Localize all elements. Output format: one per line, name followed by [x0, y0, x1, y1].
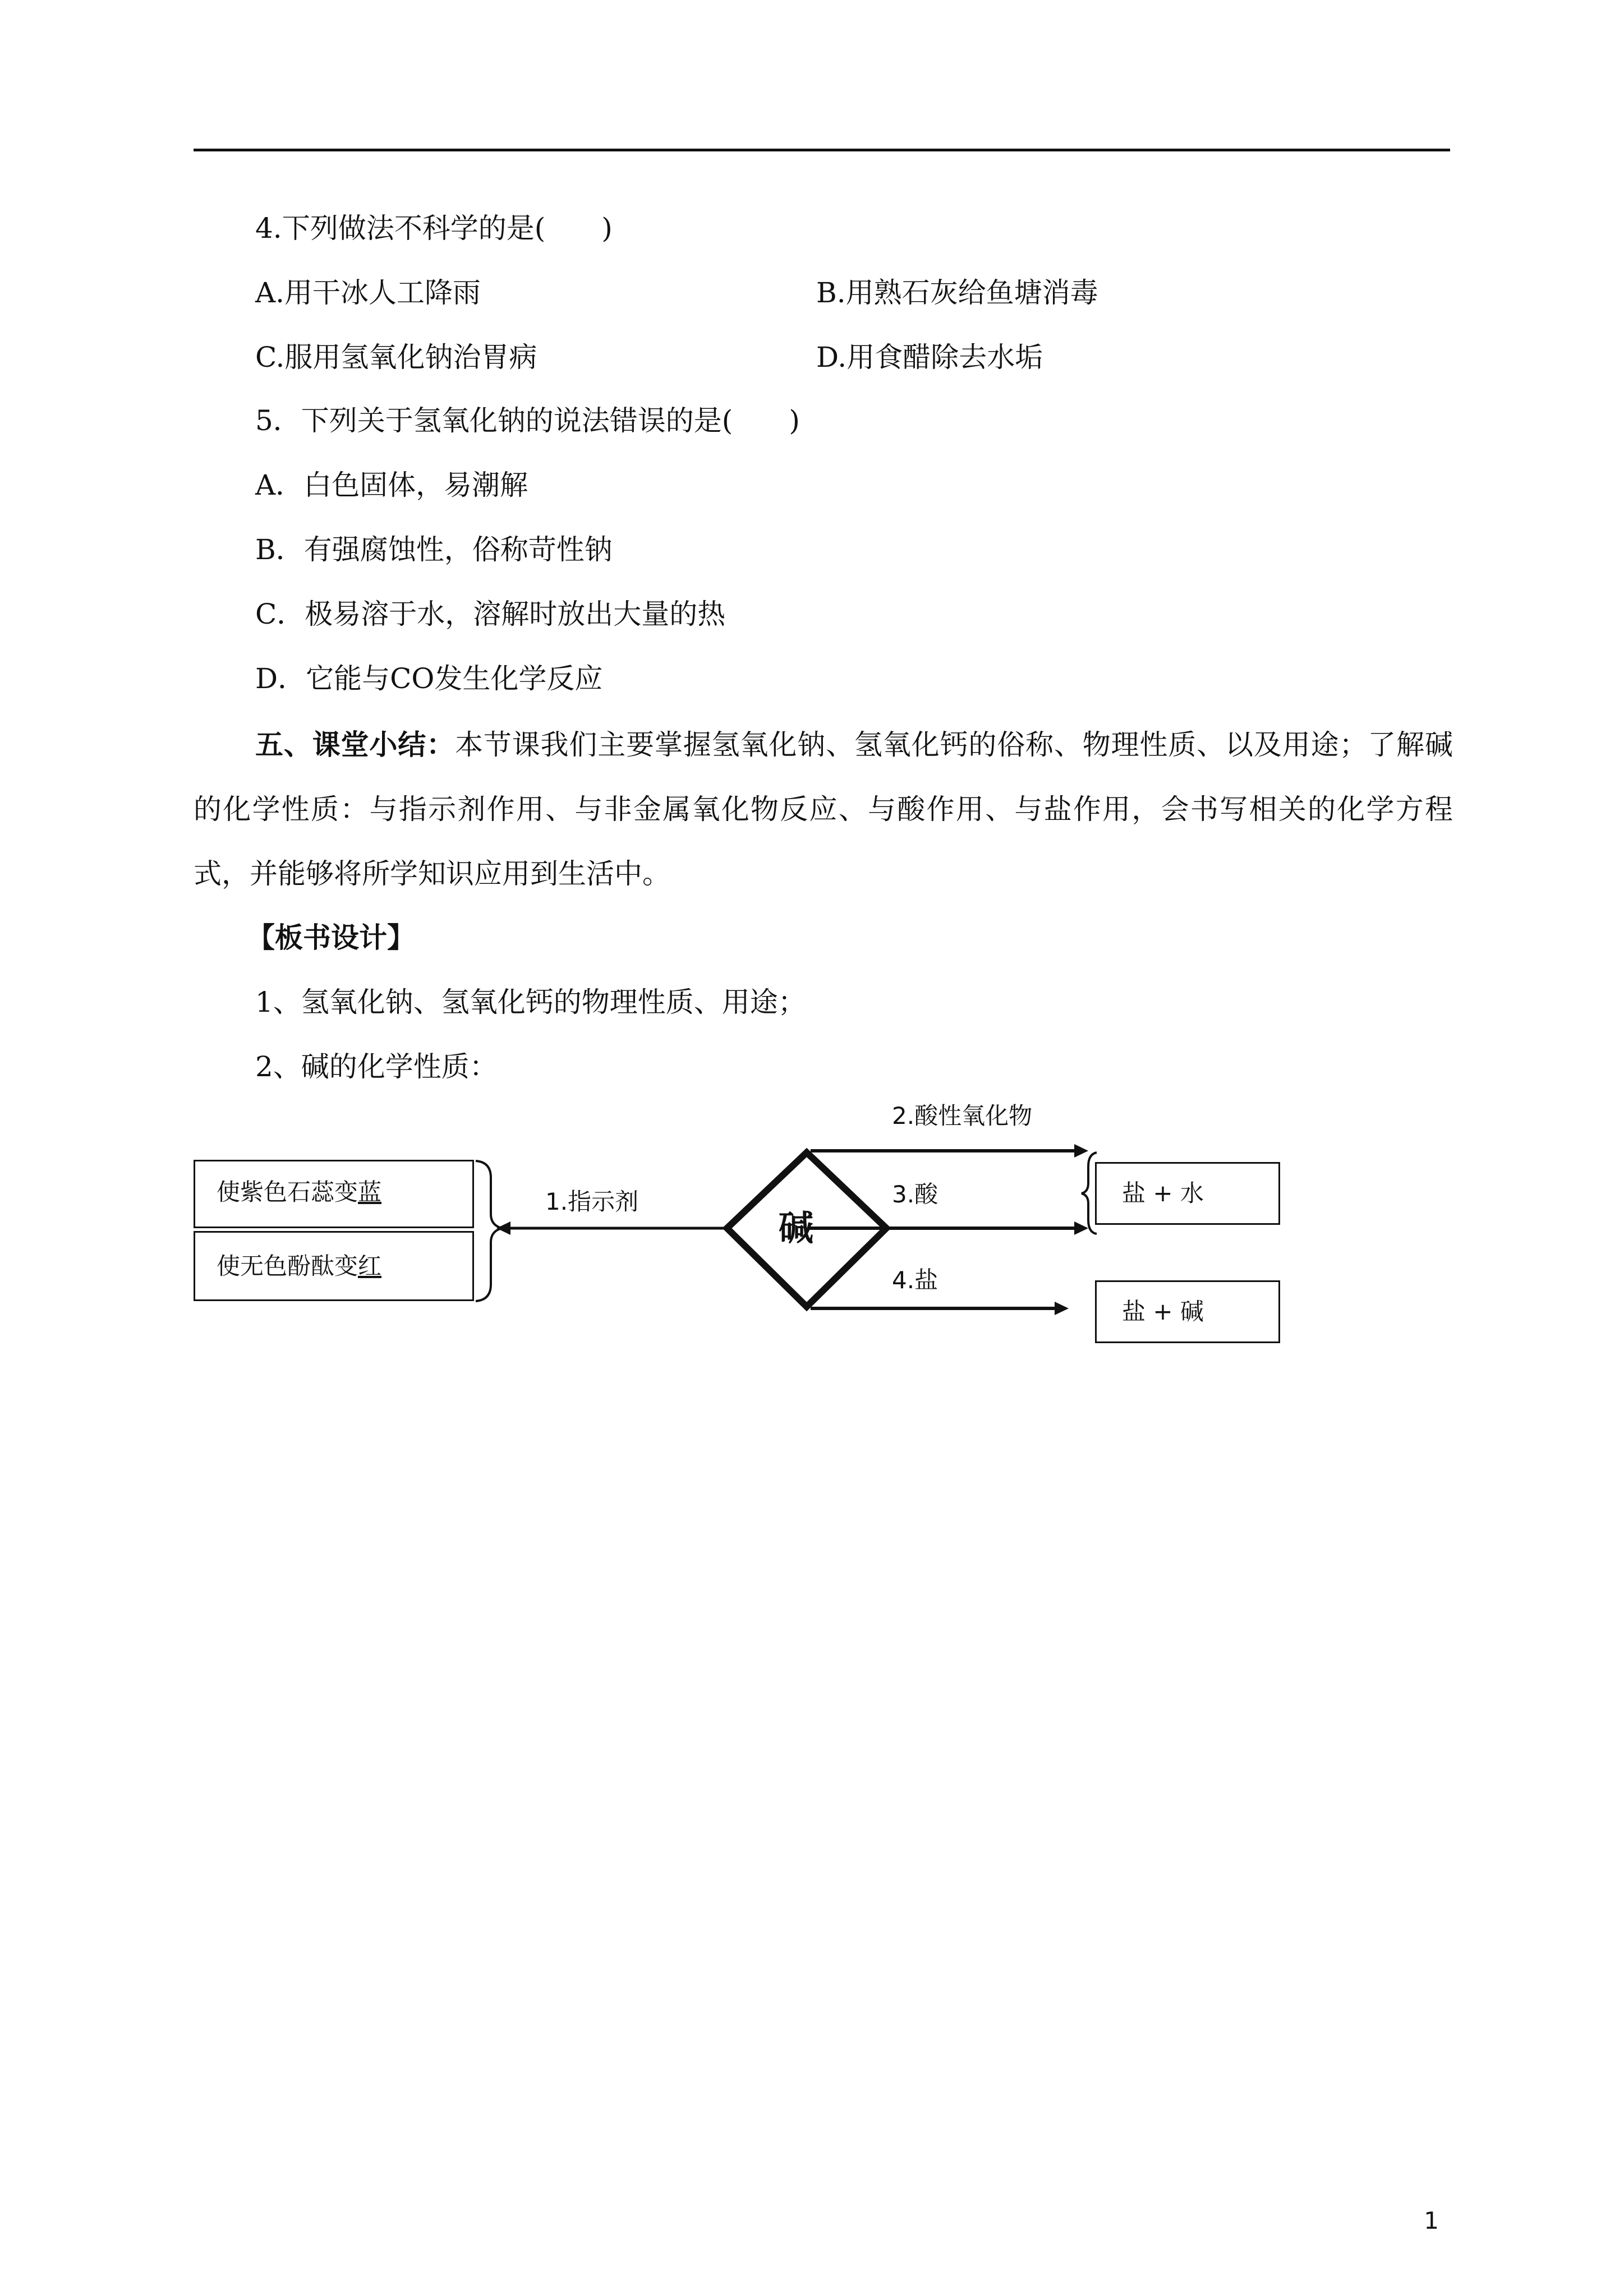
question-5-option-b: B．有强腐蚀性，俗称苛性钠	[255, 533, 613, 566]
arrow-acidic-oxide-head	[1074, 1144, 1088, 1158]
box-litmus	[194, 1160, 474, 1228]
box-phenol-color: 红	[358, 1252, 382, 1280]
label-salt: 4.盐	[892, 1266, 938, 1294]
board-item-2: 2、碱的化学性质：	[255, 1050, 498, 1083]
result-box-salt-water	[1095, 1162, 1280, 1225]
question-5-option-d: D．它能与CO发生化学反应	[255, 662, 603, 695]
box-phenolphthalein	[194, 1231, 474, 1301]
box-litmus-text	[217, 1178, 381, 1206]
question-4-option-b: B.用熟石灰给鱼塘消毒	[816, 276, 1098, 309]
label-acidic-oxide: 2.酸性氧化物	[892, 1102, 1033, 1129]
board-design-title: 【板书设计】	[247, 921, 415, 954]
result-box-salt-base	[1095, 1280, 1280, 1343]
arrow-acid-head	[1074, 1221, 1088, 1235]
label-indicator: 1.指示剂	[545, 1188, 639, 1215]
question-5-option-c: C．极易溶于水，溶解时放出大量的热	[255, 598, 726, 630]
diagram-center-label: 碱	[779, 1207, 814, 1248]
box-litmus-color: 蓝	[358, 1178, 382, 1206]
label-acid: 3.酸	[892, 1181, 938, 1208]
box-phenol-text	[217, 1252, 381, 1280]
result-salt-water-text: 盐 + 水	[1122, 1179, 1204, 1207]
question-4-option-d: D.用食醋除去水垢	[816, 341, 1043, 374]
question-4-stem: 4.下列做法不科学的是( )	[255, 212, 613, 245]
question-4-option-a: A.用干冰人工降雨	[255, 276, 481, 309]
arrow-salt-head	[1055, 1302, 1069, 1315]
box-litmus-prefix: 使紫色石蕊变	[217, 1178, 358, 1206]
question-5-stem: 5．下列关于氢氧化钠的说法错误的是( )	[255, 404, 800, 437]
result-salt-base-text: 盐 + 碱	[1122, 1298, 1204, 1325]
board-item-1: 1、氢氧化钠、氢氧化钙的物理性质、用途；	[255, 986, 806, 1018]
question-5-option-a: A．白色固体，易潮解	[255, 469, 528, 501]
left-brace	[476, 1161, 502, 1301]
summary-text: 本节课我们主要掌握氢氧化钠、氢氧化钙的俗称、物理性质、以及用途；了解碱的化学性质：与指示剂作用、与非金属氧化物反应、与酸作用、与盐作用，会书写相关的化学方程式，并能够将所学知识应用到生活中。	[194, 729, 1453, 890]
page-number: 1	[1424, 2207, 1439, 2234]
box-phenol-prefix: 使无色酚酞变	[217, 1252, 358, 1280]
question-4-option-c: C.服用氢氧化钠治胃病	[255, 341, 537, 374]
right-brace	[1082, 1152, 1097, 1234]
summary-heading: 五、课堂小结：	[255, 728, 455, 761]
